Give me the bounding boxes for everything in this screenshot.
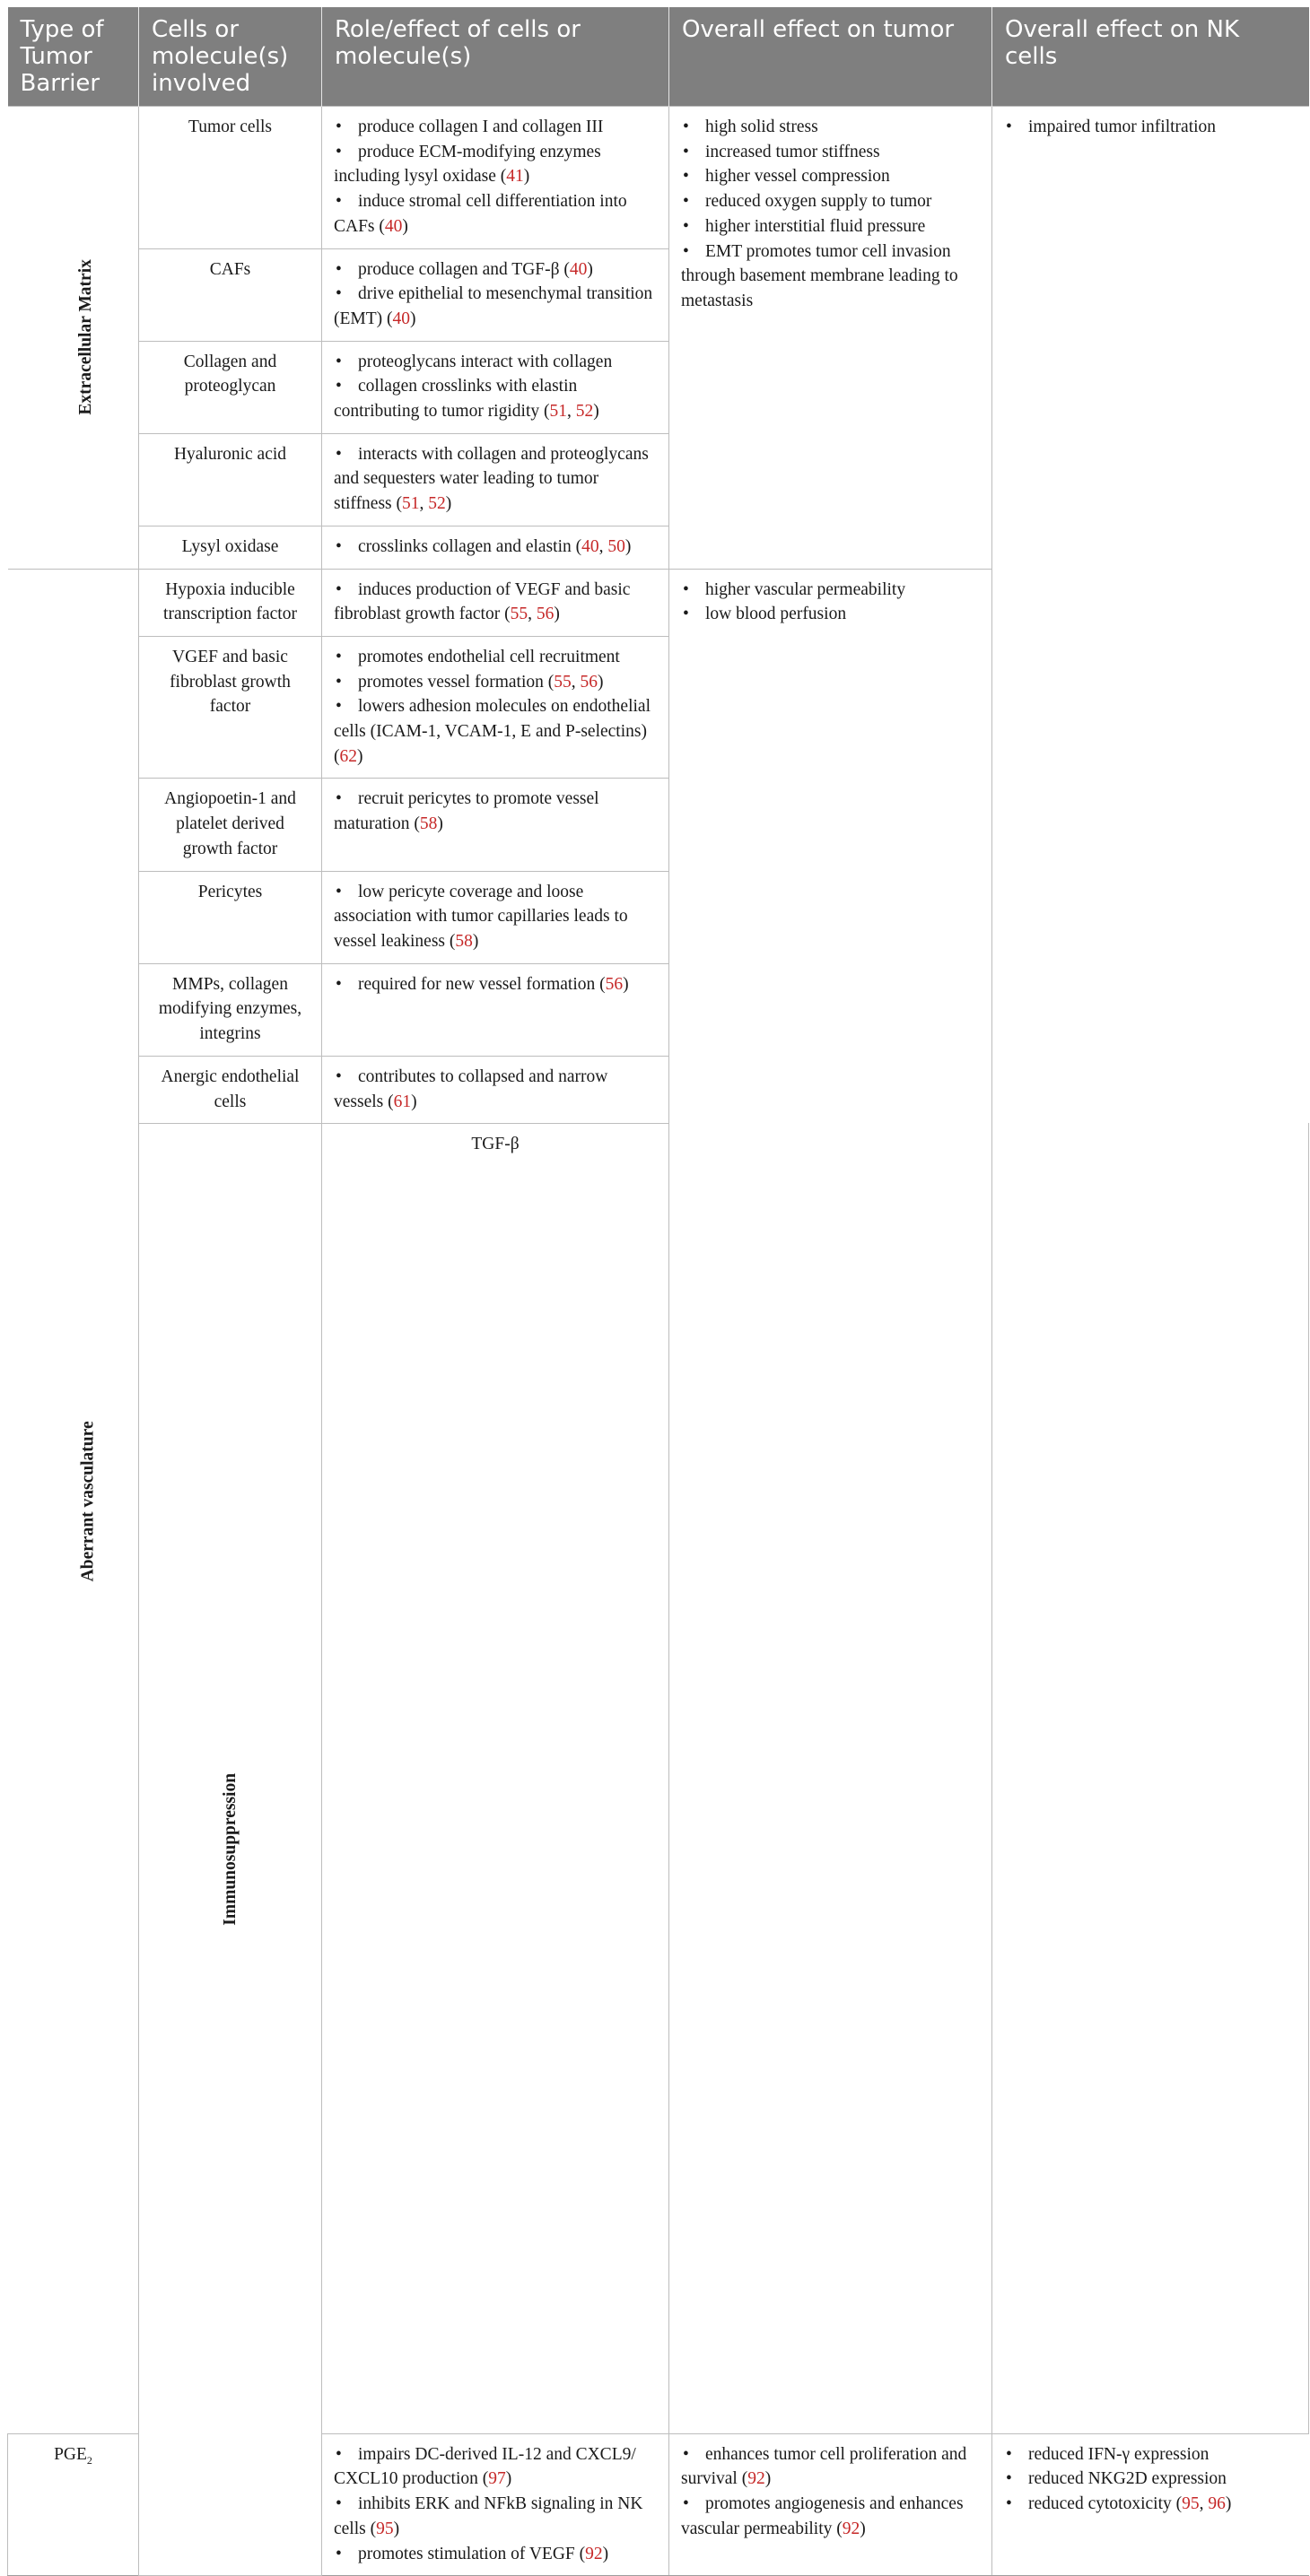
header-effect-on-tumor: Overall effect on tumor: [669, 7, 992, 107]
cell-name: Hyaluronic acid: [139, 433, 322, 526]
tumor-barrier-table-container: [7, 7, 1308, 2576]
list-item: • required for new vessel formation (56): [336, 974, 629, 994]
citation-link[interactable]: 92: [842, 2519, 860, 2538]
barrier-label: Aberrant vasculature: [78, 1421, 98, 1582]
list-item: • reduced oxygen supply to tumor: [683, 192, 932, 212]
header-cells-involved: Cells or molecule(s) involved: [139, 7, 322, 107]
list-item: • induces production of VEGF and basic fibroblast growth factor (55, 56): [334, 579, 631, 624]
list-item: • recruit pericytes to promote vessel maturation (58): [334, 789, 599, 834]
list-item: • low pericyte coverage and loose association with tumor capillaries leads to vessel leakiness (58): [334, 882, 628, 951]
role-cell: [322, 871, 669, 963]
list-item: • crosslinks collagen and elastin (40, 50): [336, 536, 632, 556]
list-item: • impaired tumor infiltration: [1006, 117, 1217, 136]
cell-name: Anergic endothelial cells: [139, 1056, 322, 1123]
vasc-effect-on-tumor: [669, 569, 992, 2433]
list-item: • induce stromal cell differentiation into CAFs (40): [334, 192, 627, 236]
citation-link[interactable]: 50: [607, 536, 625, 556]
barrier-immunosuppression: [139, 1124, 322, 2576]
citation-link[interactable]: 40: [384, 216, 403, 236]
pge2-effect-on-nk: [992, 2433, 1309, 2576]
pge2-effect-on-tumor: [669, 2433, 992, 2576]
role-cell: [322, 107, 669, 249]
header-role-effect: Role/effect of cells or molecule(s): [322, 7, 669, 107]
cell-name: VGEF and basic fibroblast growth factor: [139, 636, 322, 779]
table-row: [8, 107, 1309, 249]
citation-link[interactable]: 40: [581, 536, 599, 556]
citation-link[interactable]: 40: [569, 259, 588, 279]
barrier-label: Immunosuppression: [220, 1773, 240, 1927]
citation-link[interactable]: 97: [488, 2469, 506, 2489]
barrier-label: Extracellular Matrix: [75, 259, 95, 416]
role-cell: [322, 569, 669, 636]
list-item: • higher vascular permeability: [683, 579, 906, 599]
list-item: • low blood perfusion: [683, 605, 847, 624]
list-item: • promotes endothelial cell recruitment: [336, 647, 620, 666]
list-item: • promotes stimulation of VEGF (92): [336, 2544, 609, 2563]
list-item: • drive epithelial to mesenchymal transition (EMT) (40): [334, 284, 653, 328]
role-cell: [322, 248, 669, 341]
list-item: • interacts with collagen and proteoglycans and sequesters water leading to tumor stiffness (51, 52): [334, 444, 649, 514]
cell-name: Hypoxia inducible transcription factor: [139, 569, 322, 636]
citation-link[interactable]: 62: [339, 746, 357, 766]
cell-name: CAFs: [139, 248, 322, 341]
citation-link[interactable]: 55: [554, 672, 572, 692]
cell-name: Lysyl oxidase: [139, 526, 322, 569]
cell-name: Pericytes: [139, 871, 322, 963]
citation-link[interactable]: 51: [402, 494, 420, 514]
list-item: • lowers adhesion molecules on endothelial cells (ICAM-1, VCAM-1, E and P-selectins) (62): [334, 697, 651, 766]
list-item: • higher vessel compression: [683, 167, 890, 187]
list-item: • inhibits ERK and NFkB signaling in NK cells (95): [334, 2494, 643, 2538]
citation-link[interactable]: 92: [747, 2469, 765, 2489]
role-cell: [322, 2433, 669, 2576]
header-type-of-barrier: Type of Tumor Barrier: [8, 7, 139, 107]
citation-link[interactable]: 56: [605, 974, 624, 994]
citation-link[interactable]: 52: [428, 494, 446, 514]
citation-link[interactable]: 52: [575, 402, 594, 422]
barrier-ecm: [8, 107, 139, 570]
cell-name: MMPs, collagen modifying enzymes, integrins: [139, 963, 322, 1056]
citation-link[interactable]: 56: [580, 672, 598, 692]
role-cell: [322, 1056, 669, 1123]
citation-link[interactable]: 56: [536, 605, 555, 624]
list-item: • collagen crosslinks with elastin contributing to tumor rigidity (51, 52): [334, 377, 599, 422]
cell-name: Angiopoetin-1 and platelet derived growth factor: [139, 779, 322, 871]
list-item: • reduced IFN-γ expression: [1006, 2444, 1210, 2464]
list-item: • proteoglycans interact with collagen: [336, 352, 613, 371]
table-header-row: [8, 7, 1309, 107]
list-item: • high solid stress: [683, 117, 818, 136]
barrier-vasculature: [8, 569, 139, 2433]
header-effect-on-nk: Overall effect on NK cells: [992, 7, 1309, 107]
role-cell: [322, 341, 669, 433]
citation-link[interactable]: 58: [419, 814, 438, 834]
list-item: • produce collagen I and collagen III: [336, 117, 604, 136]
list-item: • impairs DC-derived IL-12 and CXCL9/ CXCL10 production (97): [334, 2444, 636, 2489]
list-item: • promotes angiogenesis and enhances vascular permeability (92): [681, 2494, 964, 2538]
citation-link[interactable]: 96: [1208, 2494, 1226, 2514]
role-cell: [322, 779, 669, 871]
list-item: • reduced NKG2D expression: [1006, 2469, 1227, 2489]
citation-link[interactable]: 41: [506, 167, 524, 187]
citation-link[interactable]: 40: [392, 309, 411, 328]
list-item: • promotes vessel formation (55, 56): [336, 672, 604, 692]
cell-name: $PGE_2$: [8, 2433, 139, 2576]
cell-name: TGF-β: [322, 1124, 669, 2434]
tumor-barrier-table: [7, 7, 1309, 2576]
citation-link[interactable]: 95: [376, 2519, 394, 2538]
citation-link[interactable]: 55: [510, 605, 528, 624]
role-cell: [322, 636, 669, 779]
citation-link[interactable]: 61: [393, 1092, 412, 1111]
list-item: • enhances tumor cell proliferation and survival (92): [681, 2444, 967, 2489]
cell-name: Tumor cells: [139, 107, 322, 249]
list-item: • contributes to collapsed and narrow vessels (61): [334, 1066, 608, 1111]
ecm-vasc-effect-on-nk: [992, 107, 1309, 2434]
citation-link[interactable]: 95: [1182, 2494, 1200, 2514]
role-cell: [322, 526, 669, 569]
list-item: • EMT promotes tumor cell invasion through basement membrane leading to metastasis: [681, 241, 958, 310]
citation-link[interactable]: 58: [455, 931, 473, 951]
list-item: • reduced cytotoxicity (95, 96): [1006, 2494, 1232, 2514]
list-item: • higher interstitial fluid pressure: [683, 216, 926, 236]
cell-name: Collagen and proteoglycan: [139, 341, 322, 433]
list-item: • produce collagen and TGF-β (40): [336, 259, 593, 279]
role-cell: [322, 433, 669, 526]
citation-link[interactable]: 51: [549, 402, 567, 422]
citation-link[interactable]: 92: [585, 2544, 603, 2563]
list-item: • increased tumor stiffness: [683, 142, 880, 161]
ecm-effect-on-tumor: [669, 107, 992, 570]
role-cell: [322, 963, 669, 1056]
list-item: • produce ECM-modifying enzymes including lysyl oxidase (41): [334, 142, 601, 187]
